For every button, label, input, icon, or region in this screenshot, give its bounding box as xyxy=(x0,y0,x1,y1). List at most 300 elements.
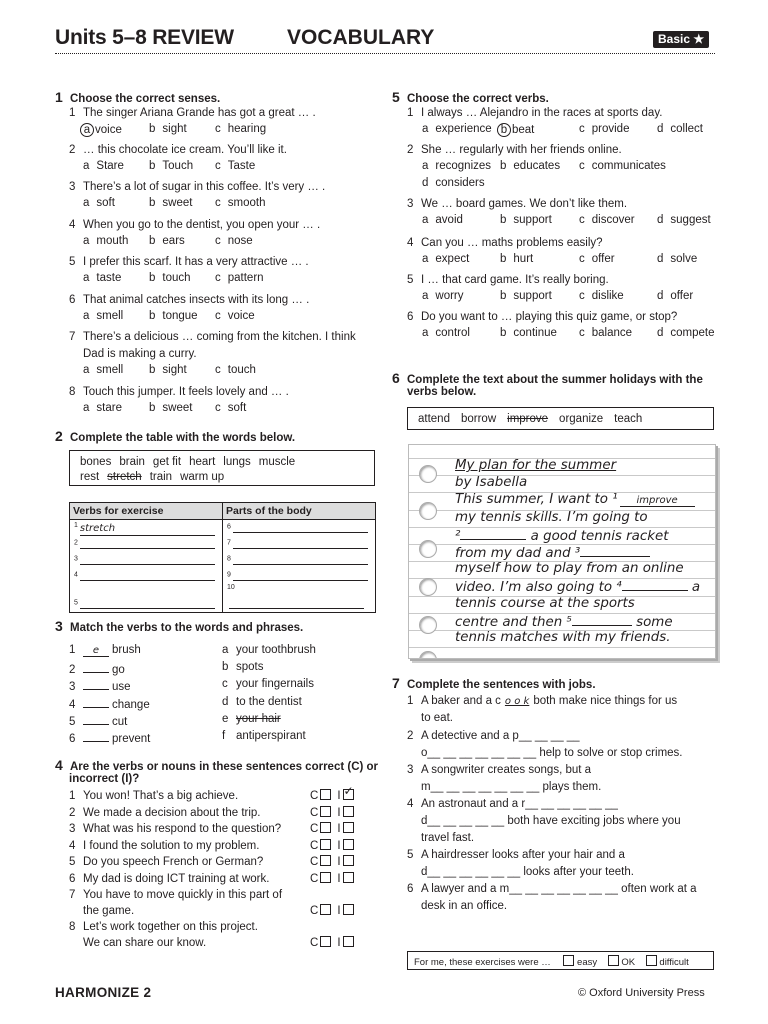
item-text: both make nice things for us xyxy=(533,695,678,707)
match-item xyxy=(69,712,127,729)
option-text: communicates xyxy=(591,160,666,172)
option-text: soft xyxy=(227,402,247,414)
word-box-row xyxy=(80,470,364,485)
option[interactable] xyxy=(657,253,697,265)
option[interactable] xyxy=(83,402,122,414)
item-number: 1 xyxy=(69,644,76,656)
binder-ring xyxy=(419,578,437,596)
i-label: I xyxy=(337,937,341,949)
option[interactable] xyxy=(83,310,123,322)
question-text xyxy=(407,106,662,120)
answer-line: e xyxy=(83,644,109,657)
word-item: warm up xyxy=(180,471,225,483)
ok-checkbox[interactable] xyxy=(608,955,619,966)
c-label: C xyxy=(310,790,319,802)
line-number: 8 xyxy=(227,555,231,563)
option[interactable] xyxy=(657,290,693,302)
word-box-row xyxy=(80,455,364,470)
option[interactable] xyxy=(579,253,615,265)
option[interactable] xyxy=(657,327,715,339)
option[interactable] xyxy=(422,123,492,135)
notebook-line xyxy=(455,492,695,507)
sentence xyxy=(69,920,304,934)
option-text: collect xyxy=(670,123,704,135)
match-option xyxy=(222,643,316,657)
table-row xyxy=(70,552,376,568)
page-title: Units 5–8 REVIEW xyxy=(55,26,234,49)
item-number: 2 xyxy=(69,664,76,677)
option[interactable] xyxy=(215,123,266,135)
item-number: 2 xyxy=(407,730,414,742)
correct-checkbox[interactable] xyxy=(320,789,331,800)
answer-line xyxy=(580,544,650,557)
exercise-title: Match the verbs to the words and phrases. xyxy=(70,622,304,634)
exercise-6 xyxy=(392,370,703,386)
option[interactable] xyxy=(215,160,255,172)
incorrect-checkbox[interactable] xyxy=(343,789,354,800)
answer-line xyxy=(622,578,688,591)
sentence-text: Let’s work together on this project. xyxy=(83,921,258,933)
option-text: pattern xyxy=(227,272,264,284)
option[interactable] xyxy=(83,364,123,376)
option-text: Stare xyxy=(96,160,124,172)
exercise-number: 5 xyxy=(392,89,400,105)
difficult-label: difficult xyxy=(659,957,689,968)
option-letter: a xyxy=(83,197,90,209)
item-text: __ __ __ __ __ __ xyxy=(525,798,618,810)
exercise-4 xyxy=(55,757,378,773)
option-letter: e xyxy=(222,712,229,725)
option-letter: a xyxy=(83,235,90,247)
match-item xyxy=(69,677,131,694)
answer-line xyxy=(83,729,109,742)
option-letter: d xyxy=(657,290,664,302)
notebook-line xyxy=(455,510,648,525)
option[interactable] xyxy=(500,290,552,302)
option[interactable] xyxy=(422,160,491,172)
item-text: __ __ __ __ __ xyxy=(427,815,508,827)
table-cell[interactable] xyxy=(70,584,223,613)
option-letter: b xyxy=(149,272,156,284)
option-text: Touch xyxy=(162,160,194,172)
correct-incorrect xyxy=(310,904,354,918)
option-text: considers xyxy=(435,177,485,189)
word-item: teach xyxy=(614,413,643,425)
option-letter: c xyxy=(222,678,228,691)
option-letter: c xyxy=(215,310,221,322)
correct-checkbox[interactable] xyxy=(320,904,331,915)
option-text: soft xyxy=(96,197,115,209)
example-answer: o o k xyxy=(504,696,530,707)
table-row xyxy=(70,584,376,613)
item-text: An astronaut and a r xyxy=(421,798,526,810)
option-text: Taste xyxy=(227,160,256,172)
table-cell[interactable] xyxy=(223,552,376,568)
table-header: Verbs for exercise xyxy=(70,503,223,520)
table-cell[interactable] xyxy=(223,536,376,552)
option-text: worry xyxy=(435,290,464,302)
option-letter: a xyxy=(83,272,90,284)
correct-checkbox[interactable] xyxy=(320,839,331,850)
incorrect-checkbox[interactable] xyxy=(343,839,354,850)
sentence-line xyxy=(421,711,453,725)
option[interactable] xyxy=(422,214,463,226)
sentence-line xyxy=(421,746,682,760)
option-text: experience xyxy=(435,123,492,135)
question-number: 6 xyxy=(407,311,414,323)
incorrect-checkbox[interactable] xyxy=(343,936,354,947)
question-number: 3 xyxy=(69,181,76,193)
word-item: improve xyxy=(507,413,549,425)
item-text: __ __ __ __ __ __ __ xyxy=(509,883,622,895)
binder-ring xyxy=(419,465,437,483)
match-option xyxy=(222,712,281,726)
correct-checkbox[interactable] xyxy=(320,936,331,947)
option[interactable] xyxy=(83,123,122,137)
c-label: C xyxy=(310,823,319,835)
option[interactable] xyxy=(149,123,187,135)
question-number: 1 xyxy=(69,107,76,119)
option[interactable] xyxy=(83,272,121,284)
incorrect-checkbox[interactable] xyxy=(343,904,354,915)
question-text xyxy=(69,255,379,269)
option[interactable] xyxy=(500,123,534,137)
option-text: recognizes xyxy=(435,160,492,172)
option[interactable] xyxy=(657,123,703,135)
binder-ring xyxy=(419,540,437,558)
question-body: The singer Ariana Grande has got a great … . xyxy=(83,107,316,119)
option-letter: b xyxy=(149,160,156,172)
question-text xyxy=(69,143,379,157)
correct-checkbox[interactable] xyxy=(320,855,331,866)
question-body: I … that card game. It’s really boring. xyxy=(421,274,609,286)
question-text xyxy=(69,218,379,232)
option[interactable] xyxy=(149,197,192,209)
option-text: smell xyxy=(96,364,124,376)
answer-line: improve xyxy=(620,495,695,507)
option[interactable] xyxy=(422,290,464,302)
item-word: brush xyxy=(112,644,141,656)
option[interactable] xyxy=(215,364,256,376)
option-letter: c xyxy=(579,123,585,135)
item-text: plays them. xyxy=(542,781,602,793)
option[interactable] xyxy=(657,214,711,226)
option[interactable] xyxy=(83,160,124,172)
option[interactable] xyxy=(83,235,128,247)
option-text: your toothbrush xyxy=(236,644,316,656)
notebook-line xyxy=(455,475,527,490)
word-item: bones xyxy=(80,456,112,468)
notebook-line xyxy=(455,613,673,630)
question-body: I prefer this scarf. It has a very attractive … . xyxy=(83,256,309,268)
option[interactable] xyxy=(579,123,629,135)
option-letter: b xyxy=(500,327,507,339)
item-text: A detective and a p xyxy=(421,730,519,742)
exercise-number: 7 xyxy=(392,675,400,691)
sentence-line xyxy=(421,814,681,828)
table-cell[interactable] xyxy=(223,520,376,537)
answer-line xyxy=(233,552,368,565)
option-text: smooth xyxy=(227,197,266,209)
table-row xyxy=(70,536,376,552)
option[interactable] xyxy=(579,290,624,302)
question-body: Touch this jumper. It feels lovely and … . xyxy=(83,386,289,398)
option-letter: b xyxy=(149,235,156,247)
match-option xyxy=(222,660,264,674)
notebook-line xyxy=(455,544,650,561)
exercise-number: 1 xyxy=(55,89,63,105)
item-text: __ __ __ __ __ __ __ xyxy=(427,747,540,759)
answer-line xyxy=(80,536,215,549)
answer-line xyxy=(460,527,526,540)
sentence-number: 2 xyxy=(69,807,76,819)
question-number: 1 xyxy=(407,107,414,119)
option-text: provide xyxy=(591,123,630,135)
option[interactable] xyxy=(149,310,198,322)
line-text: a xyxy=(687,580,701,596)
option[interactable] xyxy=(579,327,632,339)
exercise-2 xyxy=(55,428,295,444)
word-item: train xyxy=(149,471,173,483)
option-letter: b xyxy=(500,290,507,302)
question-body: We … board games. We don’t like them. xyxy=(421,198,628,210)
word-item: stretch xyxy=(107,471,142,483)
sentence-number: 6 xyxy=(69,873,76,885)
option-letter: d xyxy=(657,123,664,135)
answer-line xyxy=(80,552,215,565)
question-text: Dad is making a curry. xyxy=(83,348,197,360)
option-text: beat xyxy=(512,124,535,136)
item-text: often work at a xyxy=(621,883,697,895)
correct-incorrect xyxy=(310,855,354,869)
exercise-number: 4 xyxy=(55,757,63,773)
easy-checkbox[interactable] xyxy=(563,955,574,966)
option-letter: d xyxy=(222,695,229,708)
option-letter: f xyxy=(222,730,226,742)
word-box xyxy=(69,450,375,486)
correct-checkbox[interactable] xyxy=(320,872,331,883)
question-text xyxy=(69,180,379,194)
ok-label: OK xyxy=(621,957,636,968)
option[interactable] xyxy=(149,402,192,414)
item-text: d xyxy=(421,866,428,878)
line-number: 2 xyxy=(74,539,78,547)
difficult-checkbox[interactable] xyxy=(646,955,657,966)
option[interactable] xyxy=(422,177,485,189)
question-number: 6 xyxy=(69,294,76,306)
sentence-number: 8 xyxy=(69,921,76,933)
option[interactable] xyxy=(149,235,185,247)
answer-line xyxy=(83,695,109,708)
question-text xyxy=(407,273,609,287)
answer-line xyxy=(83,712,109,725)
option-letter: c xyxy=(215,235,221,247)
line-text: some xyxy=(631,614,673,630)
exercise-7 xyxy=(392,675,596,691)
option[interactable] xyxy=(422,327,470,339)
option-letter: d xyxy=(657,214,664,226)
option-text: offer xyxy=(670,290,694,302)
sentence-text: You have to move quickly in this part of xyxy=(83,889,283,901)
option-letter: b xyxy=(500,160,507,172)
question-body: There’s a lot of sugar in this coffee. It’s very … . xyxy=(83,181,326,193)
option[interactable] xyxy=(215,272,264,284)
option-letter: a xyxy=(422,214,429,226)
sentence xyxy=(69,855,304,869)
answer-line xyxy=(233,536,368,549)
option[interactable] xyxy=(215,235,253,247)
option-text: support xyxy=(513,290,552,302)
sentence-line xyxy=(407,729,580,743)
option[interactable] xyxy=(149,272,191,284)
table-cell[interactable] xyxy=(70,520,223,537)
option-text: sight xyxy=(162,123,187,135)
word-item: muscle xyxy=(258,456,296,468)
line-number: 9 xyxy=(227,571,231,579)
binder-ring xyxy=(419,651,437,659)
option-text: support xyxy=(513,214,552,226)
answer-line xyxy=(233,520,368,533)
option-text: control xyxy=(435,327,470,339)
correct-incorrect xyxy=(310,872,354,886)
item-text: __ __ __ __ __ __ xyxy=(427,866,524,878)
i-label: I xyxy=(337,790,341,802)
correct-checkbox[interactable] xyxy=(320,806,331,817)
sentence-line xyxy=(421,899,507,913)
item-text: desk in an office. xyxy=(421,900,508,912)
option[interactable] xyxy=(215,402,246,414)
exercise-number: 6 xyxy=(392,370,400,386)
option-letter: a xyxy=(83,402,90,414)
exercise-number: 2 xyxy=(55,428,63,444)
option-letter: a xyxy=(422,160,429,172)
incorrect-checkbox[interactable] xyxy=(343,855,354,866)
table-cell[interactable] xyxy=(70,568,223,584)
exercise-title: Choose the correct verbs. xyxy=(407,93,549,105)
incorrect-checkbox[interactable] xyxy=(343,872,354,883)
correct-incorrect xyxy=(310,822,354,836)
option-letter: a xyxy=(422,327,429,339)
option[interactable] xyxy=(422,253,469,265)
i-label: I xyxy=(337,856,341,868)
table-cell[interactable] xyxy=(223,568,376,584)
option-letter: a xyxy=(422,253,429,265)
option[interactable] xyxy=(83,197,115,209)
line-text: a good tennis racket xyxy=(526,528,669,544)
option-text: spots xyxy=(236,661,264,674)
item-word: use xyxy=(112,681,131,694)
option[interactable] xyxy=(215,197,265,209)
option[interactable] xyxy=(500,327,557,339)
option-letter: a xyxy=(83,364,90,376)
line-text: ² xyxy=(455,528,461,544)
option[interactable] xyxy=(215,310,255,322)
exercise-title: Complete the sentences with jobs. xyxy=(407,679,596,691)
ruled-line xyxy=(409,647,715,648)
option-text: nose xyxy=(227,235,253,247)
item-number: 3 xyxy=(69,681,76,694)
sentence-text: Do you speech French or German? xyxy=(83,856,264,868)
item-text: both have exciting jobs where you xyxy=(507,815,681,827)
exercise-number: 3 xyxy=(55,618,63,634)
sentence-line xyxy=(407,797,618,811)
question-text xyxy=(69,330,379,344)
option-text: offer xyxy=(591,253,615,265)
option-letter: a xyxy=(222,644,229,656)
answer-line xyxy=(80,568,215,581)
level-badge: Basic ★ xyxy=(653,31,709,48)
option-text: sweet xyxy=(162,402,193,414)
option-letter: c xyxy=(215,123,221,135)
option[interactable] xyxy=(500,214,552,226)
line-text: from my dad and ³ xyxy=(455,546,581,561)
item-word: prevent xyxy=(112,733,151,745)
incorrect-checkbox[interactable] xyxy=(343,822,354,833)
option[interactable] xyxy=(149,160,193,172)
easy-label: easy xyxy=(577,957,598,968)
correct-incorrect xyxy=(310,936,354,950)
line-text: my tennis skills. I’m going to xyxy=(455,509,648,525)
sentence-number: 4 xyxy=(69,840,76,852)
option-text: taste xyxy=(96,272,122,284)
word-item: attend xyxy=(418,413,450,425)
option[interactable] xyxy=(579,214,635,226)
line-number: 7 xyxy=(227,539,231,547)
option[interactable] xyxy=(500,253,533,265)
line-text: centre and then ⁵ xyxy=(455,614,572,630)
item-text: A baker and a c xyxy=(421,695,501,707)
question-body: She … regularly with her friends online. xyxy=(421,144,622,156)
option-letter: c xyxy=(215,272,221,284)
item-text: help to solve or stop crimes. xyxy=(539,747,683,759)
question-number: 5 xyxy=(69,256,76,268)
option-text: to the dentist xyxy=(236,695,302,708)
item-text: __ __ __ __ xyxy=(518,730,580,742)
option-letter: b xyxy=(149,123,156,135)
header-divider xyxy=(55,53,715,54)
question-number: 3 xyxy=(407,198,414,210)
table-cell[interactable] xyxy=(70,536,223,552)
option[interactable] xyxy=(500,160,560,172)
option-letter: c xyxy=(215,364,221,376)
option[interactable] xyxy=(149,364,187,376)
item-number: 6 xyxy=(407,883,414,895)
option-text: expect xyxy=(435,253,470,265)
option[interactable] xyxy=(579,160,666,172)
exercise-title-continued: incorrect (I)? xyxy=(69,773,140,785)
c-label: C xyxy=(310,873,319,885)
question-text xyxy=(407,197,627,211)
word-item: get fit xyxy=(152,456,182,468)
option-text: balance xyxy=(591,327,633,339)
incorrect-checkbox[interactable] xyxy=(343,806,354,817)
item-number: 3 xyxy=(407,764,414,776)
option-letter: c xyxy=(579,290,585,302)
i-label: I xyxy=(337,873,341,885)
c-label: C xyxy=(310,905,319,917)
sentence-number: 7 xyxy=(69,889,76,901)
table-cell[interactable] xyxy=(70,552,223,568)
correct-checkbox[interactable] xyxy=(320,822,331,833)
item-text: to eat. xyxy=(421,712,453,724)
answer-line xyxy=(80,596,215,609)
exercise-title: Choose the correct senses. xyxy=(70,93,221,105)
question-text xyxy=(69,293,379,307)
table-cell[interactable] xyxy=(223,584,376,613)
sentence-line xyxy=(421,831,474,845)
match-option xyxy=(222,695,302,709)
i-label: I xyxy=(337,823,341,835)
